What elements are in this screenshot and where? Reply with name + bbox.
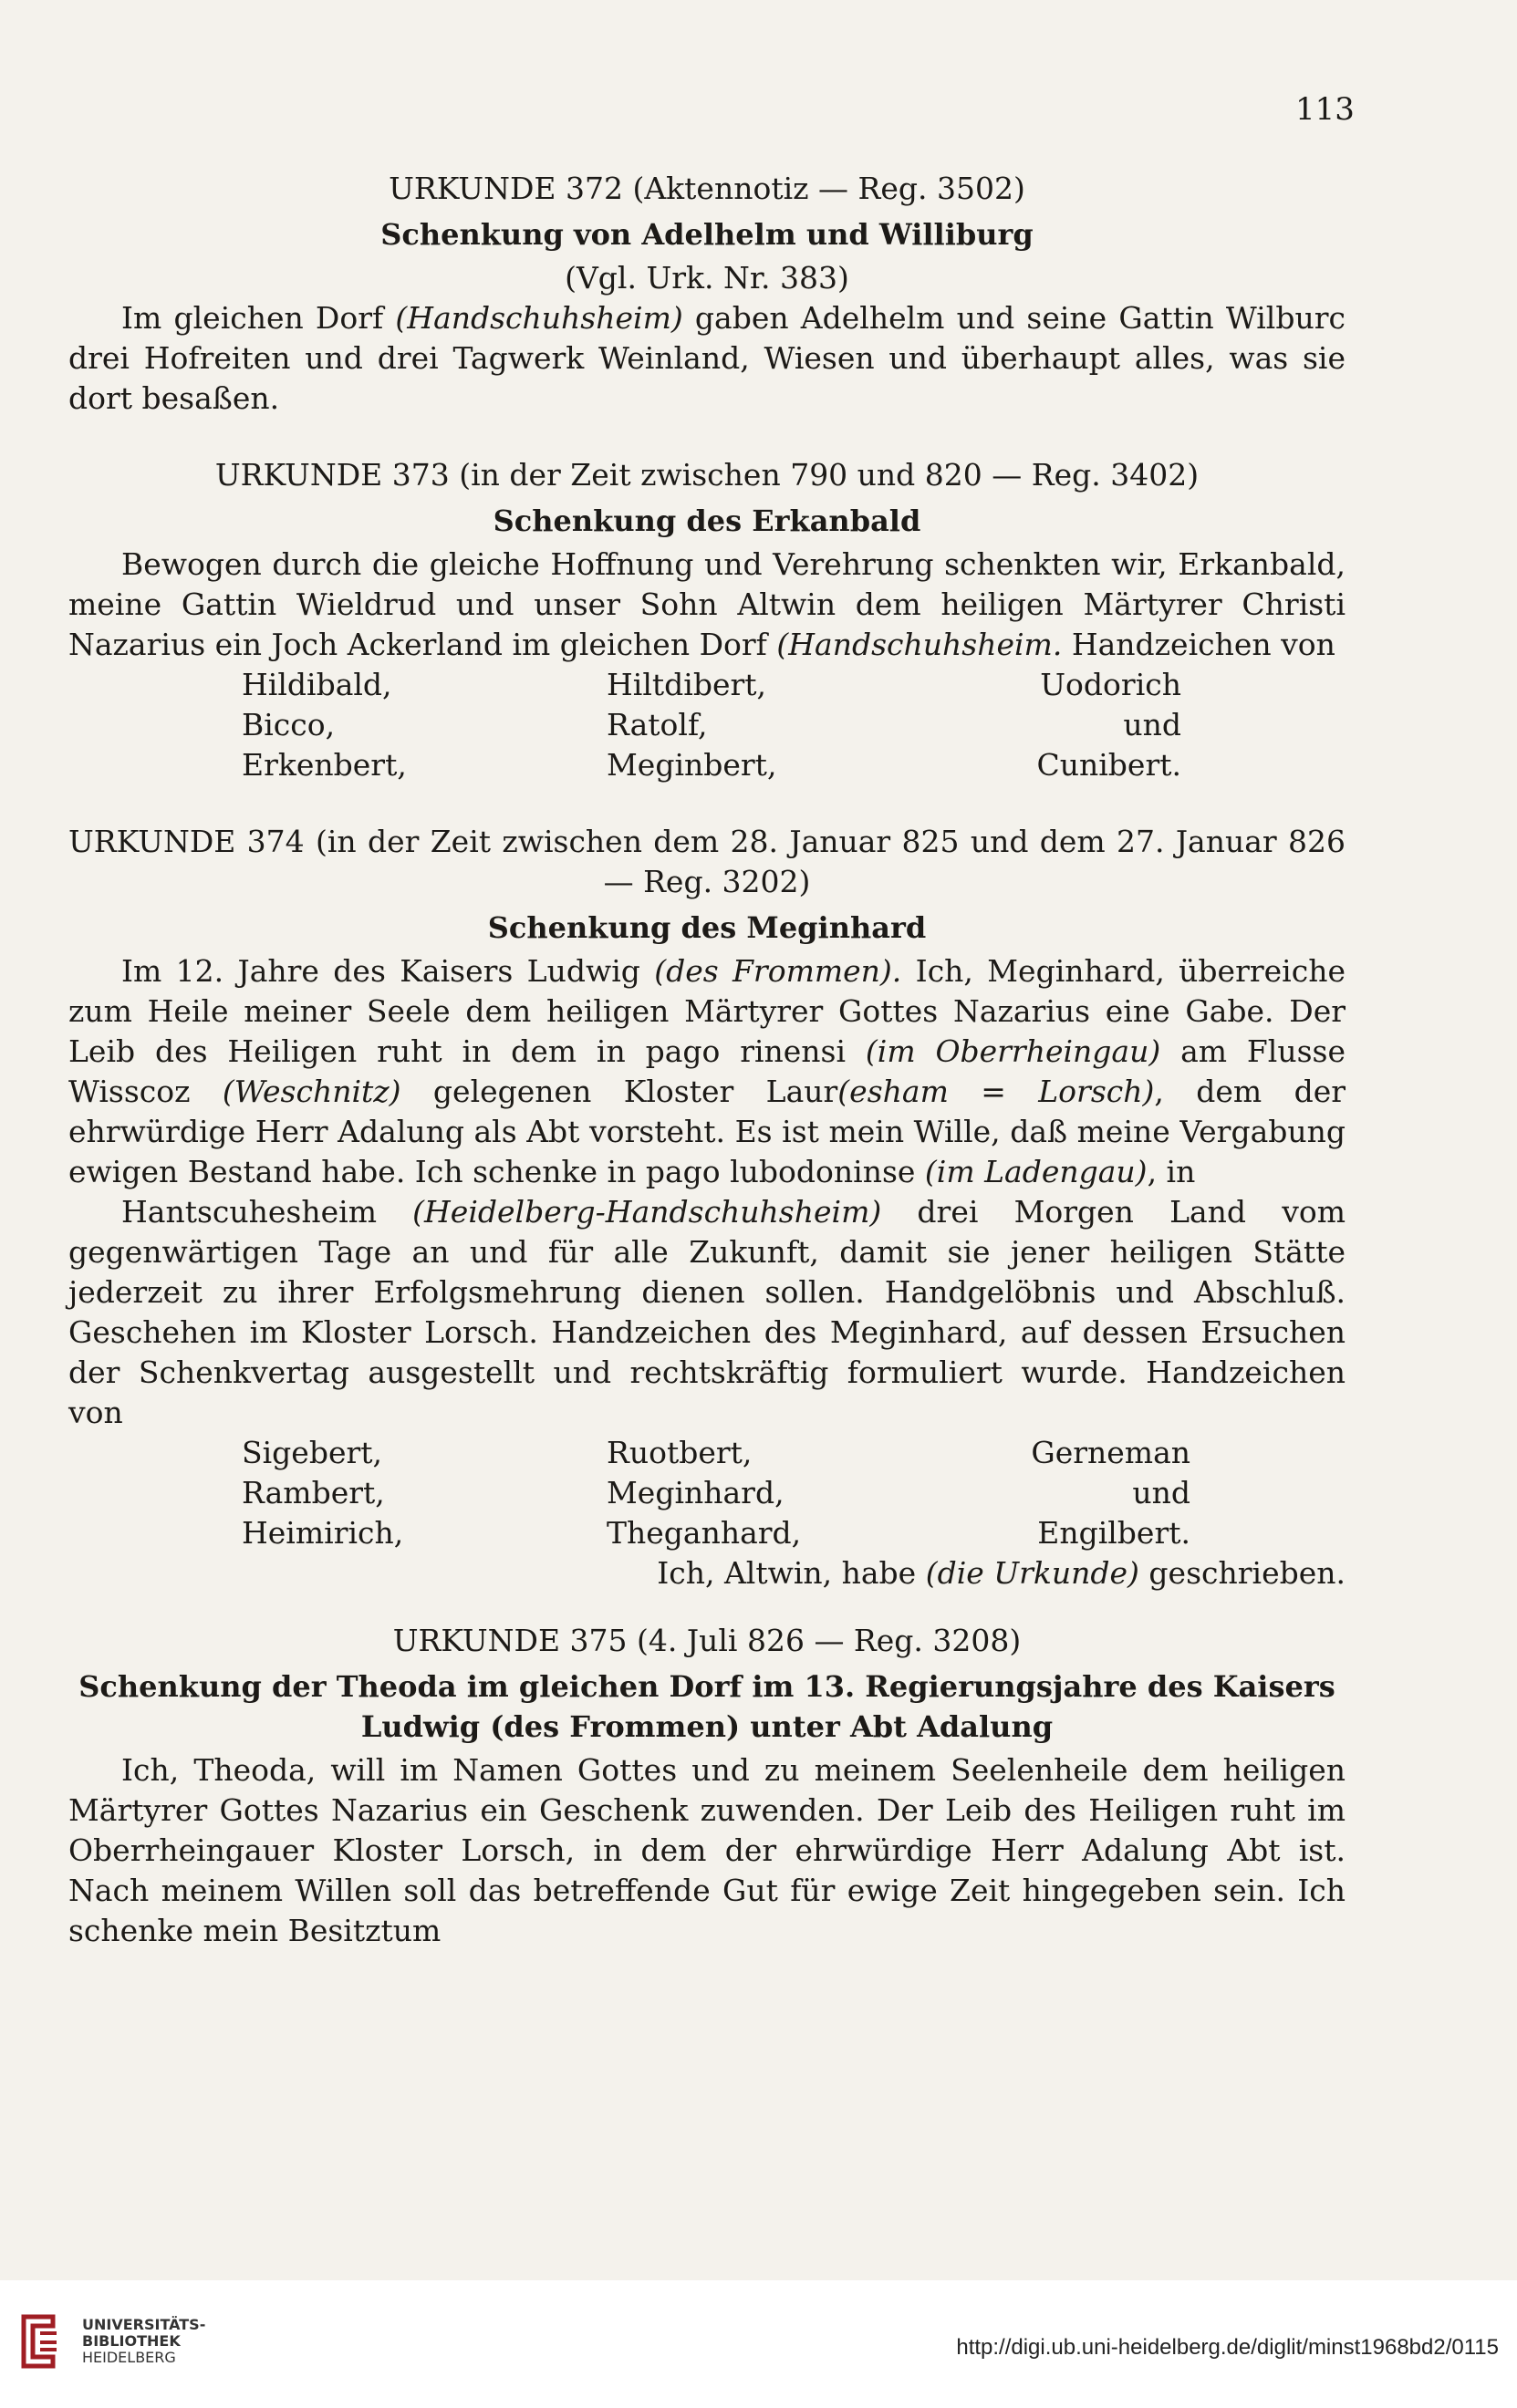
witness-list bbox=[68, 1433, 1346, 1553]
document-375 bbox=[68, 1621, 1346, 1951]
document-paragraph: Hantscuhesheim (Heidelberg-Handschuhsheim) drei Morgen Land vom gegenwärtigen Tage an und für alle Zukunft, damit sie jener heiligen Stätte jederzeit zu ihrer Erfolgsmehrung dienen sollen. Handgelöbnis und Abschluß. Geschehen im Kloster Lorsch. Handzeichen des Meginhard, auf dessen Ersuchen der Schenkvertag ausgestellt und rechtskräftig formuliert wurde. Handzeichen von bbox=[68, 1194, 1346, 1430]
source-url-link[interactable]: http://digi.ub.uni-heidelberg.de/diglit/minst1968bd2/0115 bbox=[956, 2335, 1499, 2360]
witness-name: Bicco, bbox=[242, 707, 336, 742]
document-subtitle-continued: Ludwig (des Frommen) unter Abt Adalung bbox=[360, 1709, 1054, 1744]
document-heading: URKUNDE 373 (in der Zeit zwischen 790 und 820 — Reg. 3402) bbox=[214, 457, 1200, 493]
witness-name: Gerneman bbox=[1031, 1435, 1190, 1470]
witness-name: Meginhard, bbox=[607, 1475, 784, 1510]
document-reference: (Vgl. Urk. Nr. 383) bbox=[565, 260, 849, 296]
document-374 bbox=[68, 822, 1346, 1593]
witness-name: Sigebert, bbox=[242, 1435, 382, 1470]
witness-name: Uodorich bbox=[1040, 667, 1181, 702]
document-heading: URKUNDE 372 (Aktennotiz — Reg. 3502) bbox=[389, 171, 1025, 206]
scribe-note: Ich, Altwin, habe (die Urkunde) geschrieben. bbox=[657, 1555, 1346, 1591]
document-subtitle: Schenkung von Adelhelm und Williburg bbox=[380, 217, 1034, 252]
document-paragraph: Im gleichen Dorf (Handschuhsheim) gaben Adelhelm und seine Gattin Wilburc drei Hofreiten und drei Tagwerk Weinland, Wiesen und überhaupt alles, was sie dort besaßen. bbox=[68, 300, 1346, 416]
witness-name: Engilbert. bbox=[1037, 1515, 1190, 1551]
document-subtitle: Schenkung des Meginhard bbox=[487, 910, 927, 945]
witness-name: Hildibald, bbox=[242, 667, 392, 702]
witness-name: Ratolf, bbox=[607, 707, 708, 742]
witness-name: Meginbert, bbox=[607, 747, 777, 783]
witness-name: Erkenbert, bbox=[242, 747, 407, 783]
document-subtitle: Schenkung des Erkanbald bbox=[493, 503, 921, 538]
document-heading: URKUNDE 374 (in der Zeit zwischen dem 28. Januar 825 und dem 27. Januar 826 bbox=[68, 824, 1346, 859]
document-373 bbox=[68, 455, 1346, 785]
witness-name: Rambert, bbox=[242, 1475, 385, 1510]
witness-name: und bbox=[1123, 707, 1181, 742]
document-paragraph: Ich, Theoda, will im Namen Gottes und zu meinem Seelenheile dem heiligen Märtyrer Gottes Nazarius ein Geschenk zuwenden. Der Leib des Heiligen ruht im Oberrheingauer Kloster Lorsch, in dem der ehrwürdige Herr Adalung Abt ist. Nach meinem Willen soll das betreffende Gut für ewige Zeit hingegeben sein. Ich schenke mein Besitztum bbox=[68, 1752, 1346, 1948]
document-paragraph: Im 12. Jahre des Kaisers Ludwig (des Frommen). Ich, Meginhard, überreiche zum Heile meiner Seele dem heiligen Märtyrer Gottes Nazarius eine Gabe. Der Leib des Heiligen ruht in dem in pago rinensi (im Oberrheingau) am Flusse Wisscoz (Weschnitz) gelegenen Kloster Laur(esham = Lorsch), dem der ehrwürdige Herr Adalung als Abt vorsteht. Es ist mein Wille, daß meine Vergabung ewigen Bestand habe. Ich schenke in pago lubodoninse (im Ladengau), in bbox=[68, 953, 1346, 1189]
library-footer bbox=[0, 2280, 1517, 2408]
document-heading-continued: — Reg. 3202) bbox=[603, 864, 811, 899]
document-heading: URKUNDE 375 (4. Juli 826 — Reg. 3208) bbox=[392, 1623, 1022, 1658]
witness-name: Heimirich, bbox=[242, 1515, 404, 1551]
witness-name: Hiltdibert, bbox=[607, 667, 767, 702]
library-logo-icon bbox=[16, 2309, 62, 2373]
document-subtitle: Schenkung der Theoda im gleichen Dorf im 13. Regierungsjahre des Kaisers bbox=[78, 1669, 1335, 1704]
library-name: UNIVERSITÄTS- BIBLIOTHEK HEIDELBERG bbox=[82, 2316, 206, 2366]
witness-name: Cunibert. bbox=[1036, 747, 1181, 783]
witness-list bbox=[68, 665, 1346, 785]
witness-name: und bbox=[1132, 1475, 1190, 1510]
page-content bbox=[68, 169, 1346, 1978]
witness-name: Ruotbert, bbox=[607, 1435, 753, 1470]
document-372 bbox=[68, 169, 1346, 419]
document-paragraph: Bewogen durch die gleiche Hoffnung und Verehrung schenkten wir, Erkanbald, meine Gattin Wieldrud und unser Sohn Altwin dem heiligen Märtyrer Christi Nazarius ein Joch Ackerland im gleichen Dorf (Handschuhsheim. Handzeichen von bbox=[68, 546, 1346, 662]
page-number: 113 bbox=[1295, 91, 1355, 128]
witness-name: Theganhard, bbox=[607, 1515, 802, 1551]
